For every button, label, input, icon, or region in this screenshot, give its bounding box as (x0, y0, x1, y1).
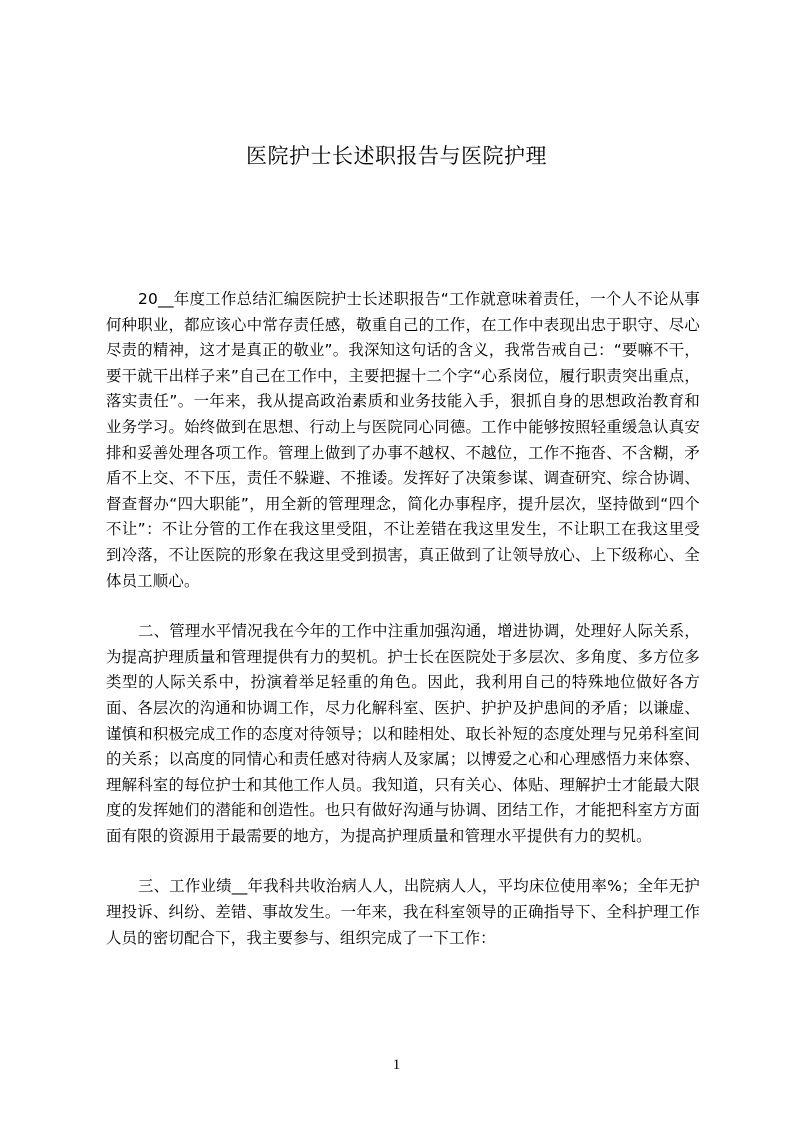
paragraph-3: 三、工作业绩__年我科共收治病人人，出院病人人，平均床位使用率%；全年无护理投诉、纠纷、差错、事故发生。一年来，我在科室领导的正确指导下、全科护理工作人员的密切配合下，我主要参与、组织完成了一下工作： (106, 877, 700, 947)
paragraph-gap (106, 594, 700, 619)
paragraph-1: 20__年度工作总结汇编医院护士长述职报告“工作就意味着责任，一个人不论从事何种职业，都应该心中常存责任感，敬重自己的工作，在工作中表现出忠于职守、尽心尽责的精神，这才是真正的敬业”。我深知这句话的含义，我常告戒自己：“要嘛不干，要干就干出样子来”自己在工作中，主要把握十二个字“心系岗位，履行职责突出重点，落实责任”。一年来，我从提高政治素质和业务技能入手，狠抓自身的思想政治教育和业务学习。始终做到在思想、行动上与医院同心同德。工作中能够按照轻重缓急认真安排和妥善处理各项工作。管理上做到了办事不越权、不越位，工作不拖沓、不含糊，矛盾不上交、不下压，责任不躲避、不推诿。发挥好了决策参谋、调查研究、综合协调、督查督办“四大职能”，用全新的管理理念，简化办事程序，提升层次，坚持做到“四个不让”：不让分管的工作在我这里受阻，不让差错在我这里发生，不让职工在我这里受到冷落，不让医院的形象在我这里受到损害，真正做到了让领导放心、上下级称心、全体员工顺心。 (106, 290, 700, 590)
page-title: 医院护士长述职报告与医院护理 (246, 144, 547, 168)
paragraph-gap (106, 849, 700, 874)
paragraph-2: 二、管理水平情况我在今年的工作中注重加强沟通，增进协调，处理好人际关系，为提高护理质量和管理提供有力的契机。护士长在医院处于多层次、多角度、多方位多类型的人际关系中，扮演着举足轻重的角色。因此，我利用自己的特殊地位做好各方面、各层次的沟通和协调工作，尽力化解科室、医护、护护及护患间的矛盾；以谦虚、谨慎和积极完成工作的态度对待领导；以和睦相处、取长补短的态度处理与兄弟科室间的关系；以高度的同情心和责任感对待病人及家属；以博爱之心和心理感悟力来体察、理解科室的每位护士和其他工作人员。我知道，只有关心、体贴、理解护士才能最大限度的发挥她们的潜能和创造性。也只有做好沟通与协调、团结工作，才能把科室方方面面有限的资源用于最需要的地方，为提高护理质量和管理水平提供有力的契机。 (106, 622, 700, 845)
page-number: 1 (392, 1057, 401, 1073)
document-body (106, 287, 700, 951)
